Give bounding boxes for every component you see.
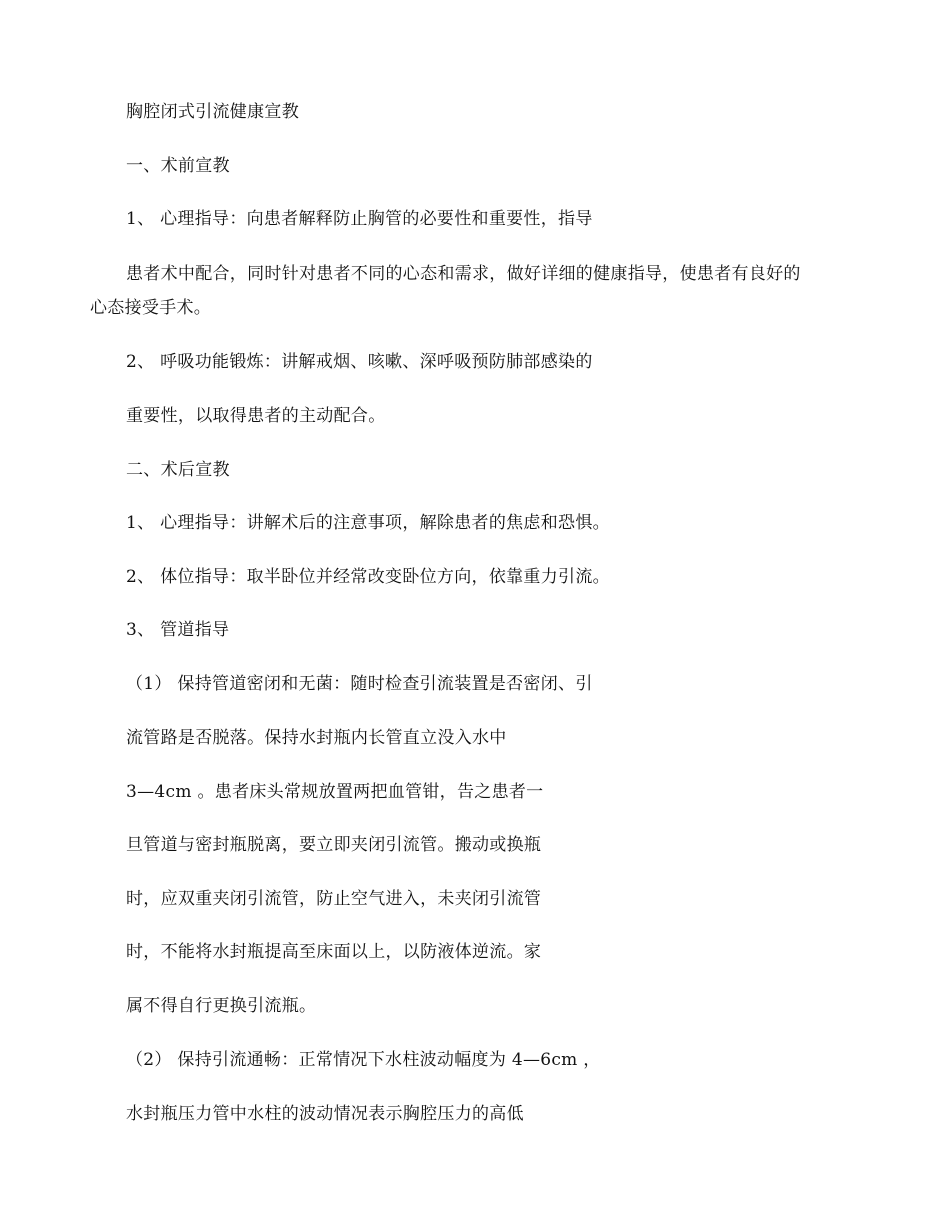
paragraph-line: 心态接受手术。 — [90, 298, 212, 318]
paragraph-line: 水封瓶压力管中水柱的波动情况表示胸腔压力的高低 — [126, 1104, 524, 1124]
section-heading-postop: 二、术后宣教 — [126, 460, 230, 480]
paragraph-line: 1、 心理指导：向患者解释防止胸管的必要性和重要性，指导 — [126, 209, 593, 229]
paragraph-line: 2、 呼吸功能锻炼：讲解戒烟、咳嗽、深呼吸预防肺部感染的 — [126, 352, 593, 372]
section-heading-preop: 一、术前宣教 — [126, 156, 230, 176]
paragraph-line: 1、 心理指导：讲解术后的注意事项，解除患者的焦虑和恐惧。 — [126, 513, 610, 533]
paragraph-line: 时，应双重夹闭引流管，防止空气进入，未夹闭引流管 — [126, 889, 542, 909]
paragraph-line: 旦管道与密封瓶脱离，要立即夹闭引流管。搬动或换瓶 — [126, 835, 542, 855]
paragraph-line: 2、 体位指导：取半卧位并经常改变卧位方向，依靠重力引流。 — [126, 567, 610, 587]
document-title: 胸腔闭式引流健康宣教 — [126, 102, 299, 122]
paragraph-line: 3—4cm 。患者床头常规放置两把血管钳，告之患者一 — [126, 782, 544, 802]
paragraph-line: 重要性，以取得患者的主动配合。 — [126, 406, 386, 426]
paragraph-line: 时，不能将水封瓶提高至床面以上，以防液体逆流。家 — [126, 942, 542, 962]
paragraph-line: （1） 保持管道密闭和无菌：随时检查引流装置是否密闭、引 — [126, 674, 593, 694]
paragraph-line: 属不得自行更换引流瓶。 — [126, 996, 317, 1016]
paragraph-line: （2） 保持引流通畅：正常情况下水柱波动幅度为 4—6cm ， — [126, 1050, 601, 1070]
paragraph-line: 患者术中配合，同时针对患者不同的心态和需求，做好详细的健康指导，使患者有良好的 — [126, 264, 801, 284]
paragraph-line: 流管路是否脱落。保持水封瓶内长管直立没入水中 — [126, 728, 507, 748]
paragraph-line: 3、 管道指导 — [126, 620, 230, 640]
